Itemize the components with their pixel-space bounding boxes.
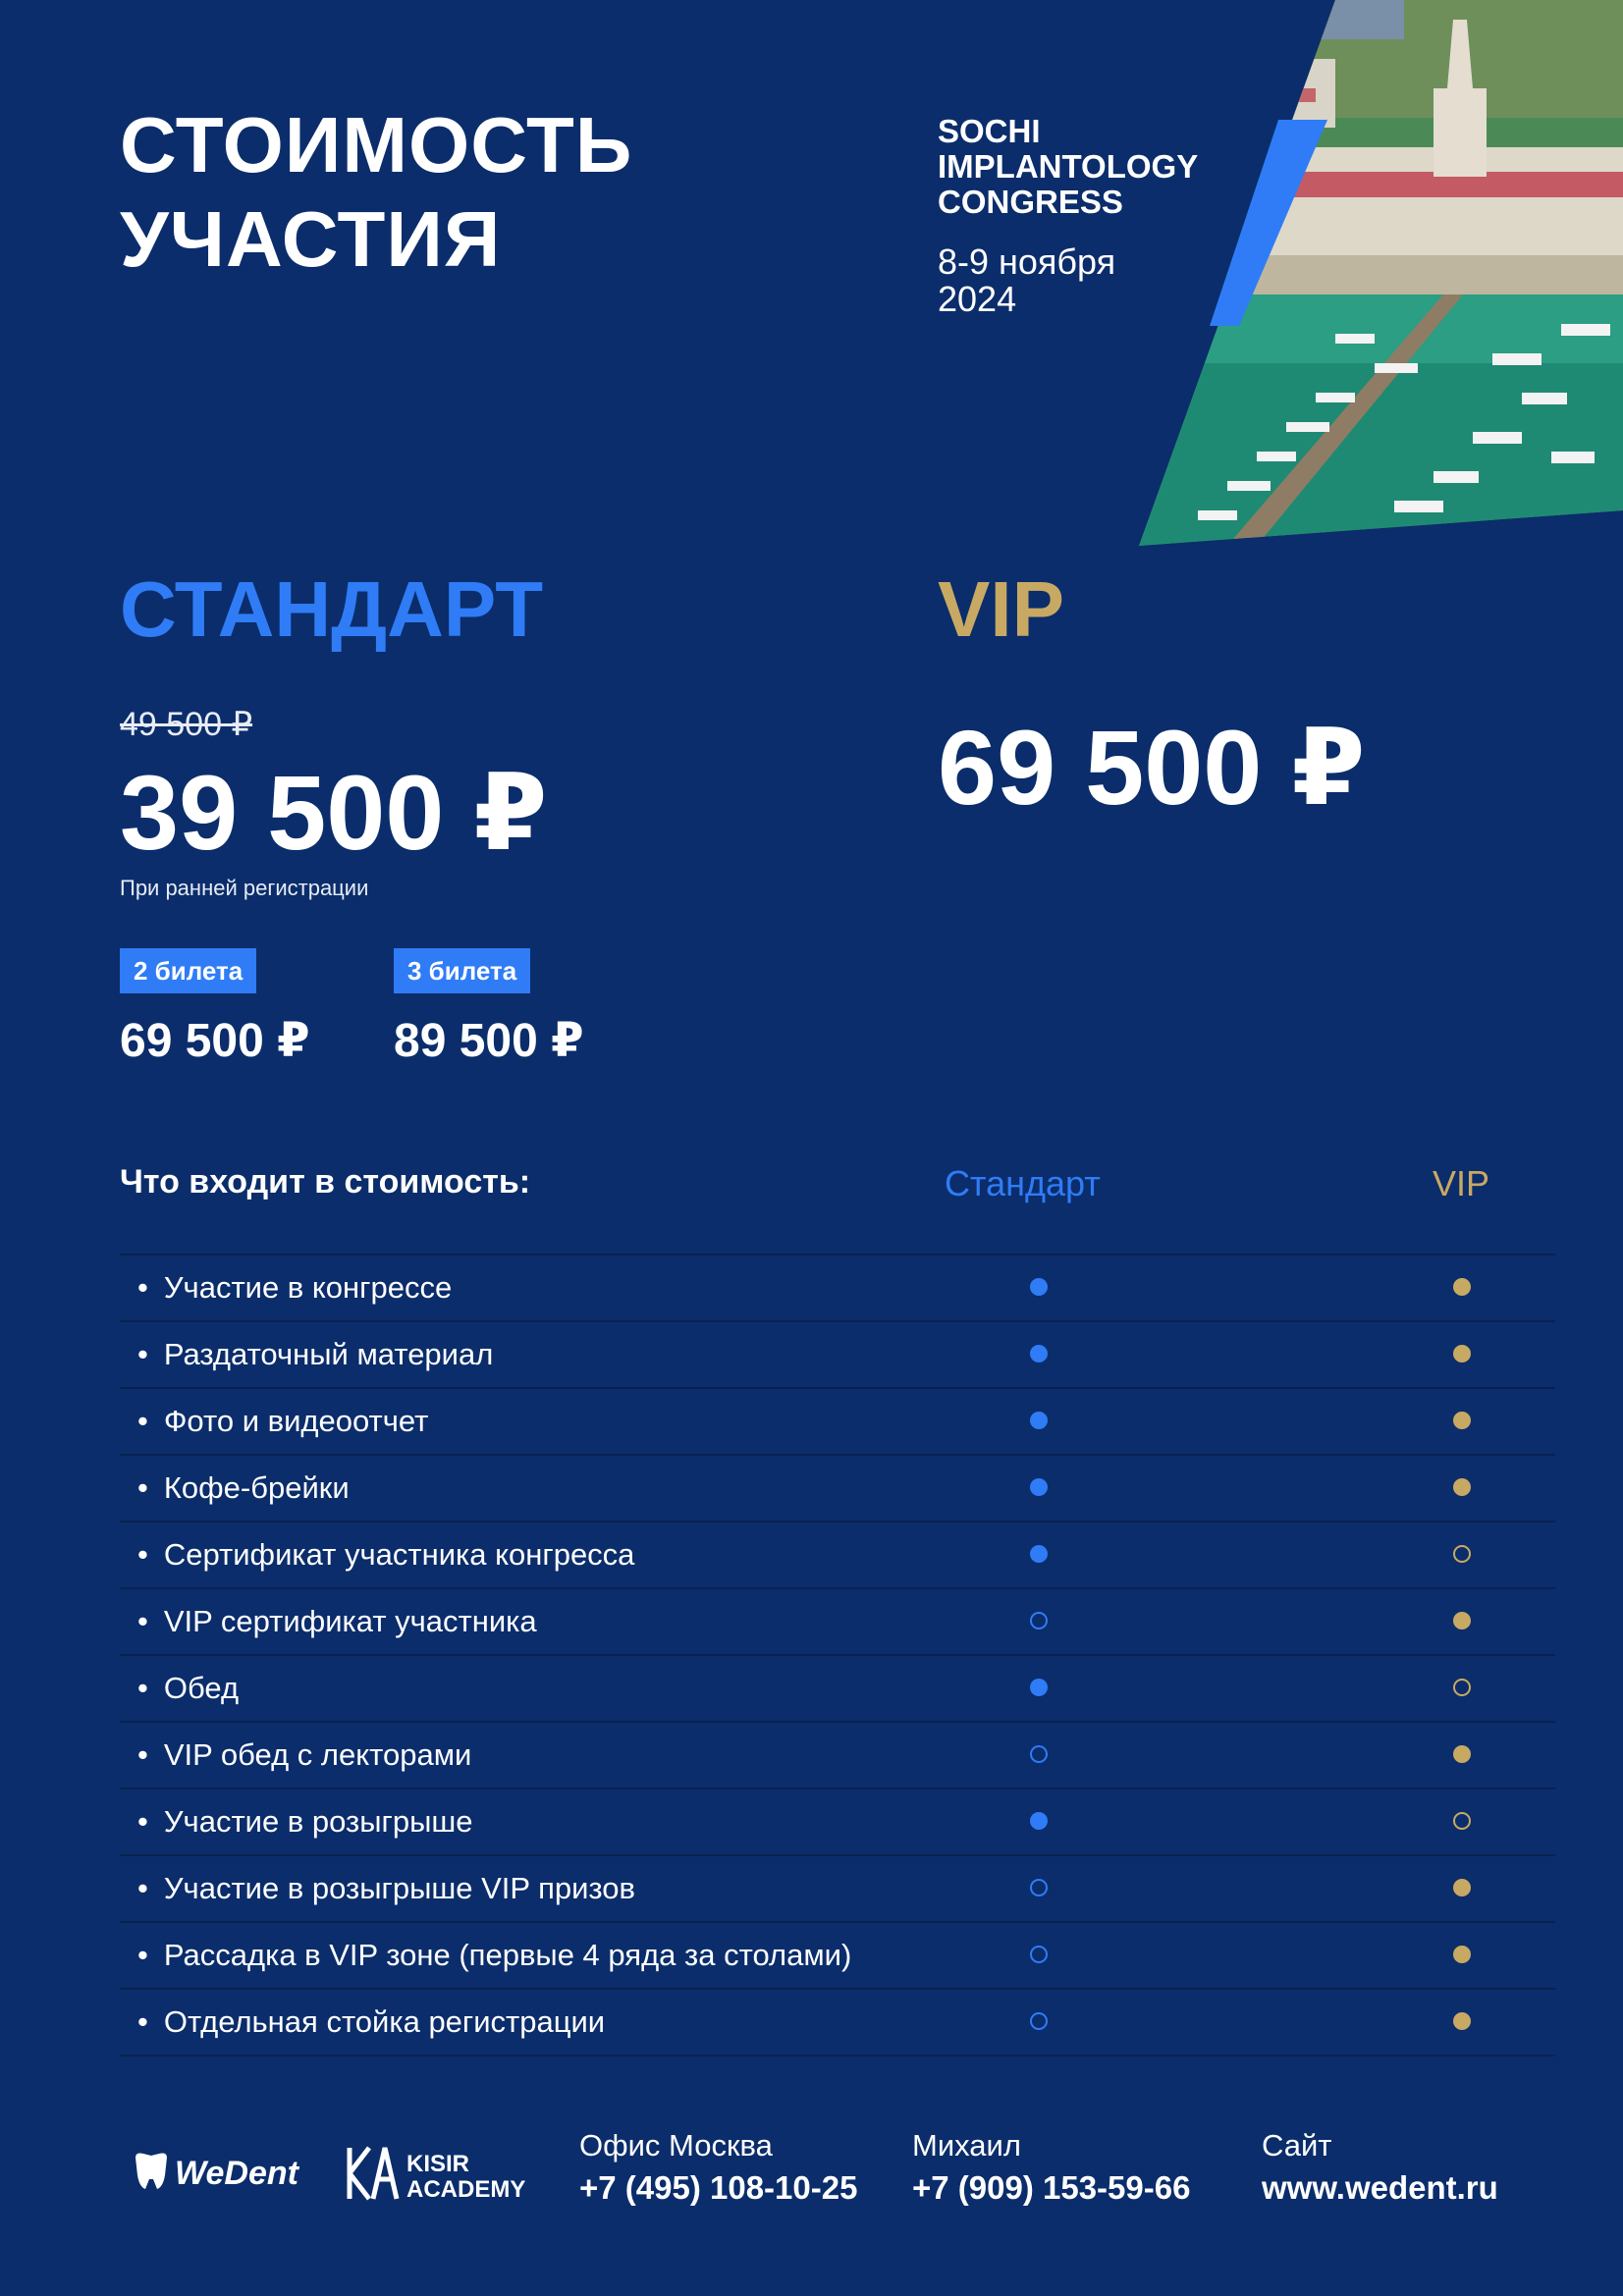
contact-label: Офис Москва <box>579 2128 773 2163</box>
contact-label: Михаил <box>912 2128 1021 2163</box>
congress-name-line3: CONGRESS <box>938 184 1123 220</box>
standard-not-included-circle-icon <box>1030 1745 1048 1763</box>
standard-included-dot-icon <box>1030 1412 1048 1429</box>
hero-photo <box>1139 0 1623 546</box>
wedent-logo <box>132 2150 328 2210</box>
vip-tier-title: VIP <box>938 565 1064 653</box>
feature-label: • VIP сертификат участника <box>137 1603 537 1640</box>
congress-name-line1: SOCHI <box>938 113 1041 149</box>
package-3-tickets-badge: 3 билета <box>394 948 530 993</box>
feature-label: • Раздаточный материал <box>137 1336 493 1373</box>
standard-price: 39 500 ₽ <box>120 753 548 872</box>
vip-not-included-circle-icon <box>1453 1545 1471 1563</box>
standard-not-included-circle-icon <box>1030 1946 1048 1963</box>
vip-included-dot-icon <box>1453 1345 1471 1362</box>
contact-moscow-office <box>579 2128 857 2207</box>
feature-row <box>120 1456 1555 1522</box>
page-title-line2: УЧАСТИЯ <box>120 195 502 283</box>
vip-included-dot-icon <box>1453 1478 1471 1496</box>
standard-included-dot-icon <box>1030 1278 1048 1296</box>
feature-row <box>120 1990 1555 2056</box>
features-table <box>120 1254 1555 2056</box>
vip-not-included-circle-icon <box>1453 1812 1471 1830</box>
feature-label: • Сертификат участника конгресса <box>137 1536 634 1574</box>
vip-price: 69 500 ₽ <box>938 708 1366 827</box>
vip-included-dot-icon <box>1453 1278 1471 1296</box>
feature-label: • Участие в розыгрыше VIP призов <box>137 1870 635 1907</box>
dates-line1: 8-9 ноября <box>938 241 1116 282</box>
features-heading: Что входит в стоимость: <box>120 1163 531 1201</box>
standard-included-dot-icon <box>1030 1545 1048 1563</box>
phone-link[interactable]: +7 (909) 153-59-66 <box>912 2169 1191 2206</box>
kisir-emblem-icon <box>350 2148 397 2199</box>
website-link[interactable]: www.wedent.ru <box>1262 2169 1498 2206</box>
contact-label: Сайт <box>1262 2128 1332 2163</box>
congress-dates <box>938 243 1115 318</box>
standard-old-price: 49 500 ₽ <box>120 706 253 743</box>
feature-label: • Обед <box>137 1670 239 1707</box>
feature-label: • VIP обед с лекторами <box>137 1736 471 1774</box>
vip-not-included-circle-icon <box>1453 1679 1471 1696</box>
vip-included-dot-icon <box>1453 1612 1471 1629</box>
standard-included-dot-icon <box>1030 1679 1048 1696</box>
feature-label: • Кофе-брейки <box>137 1469 350 1507</box>
phone-link[interactable]: +7 (495) 108-10-25 <box>579 2169 858 2206</box>
column-header-standard: Стандарт <box>945 1163 1101 1203</box>
contact-mikhail <box>912 2128 1190 2207</box>
feature-label: • Фото и видеоотчет <box>137 1403 428 1440</box>
feature-row <box>120 1522 1555 1589</box>
congress-name <box>938 114 1198 220</box>
column-header-vip: VIP <box>1433 1163 1490 1203</box>
feature-label: • Отдельная стойка регистрации <box>137 2003 605 2041</box>
vip-included-dot-icon <box>1453 1946 1471 1963</box>
standard-included-dot-icon <box>1030 1345 1048 1362</box>
vip-included-dot-icon <box>1453 2012 1471 2030</box>
package-2-tickets-price: 69 500 ₽ <box>120 1015 310 1067</box>
kisir-academy-logo <box>344 2142 530 2210</box>
feature-row <box>120 1389 1555 1456</box>
feature-label: • Рассадка в VIP зоне (первые 4 ряда за столами) <box>137 1937 851 1974</box>
feature-row <box>120 1322 1555 1389</box>
package-3-tickets-price: 89 500 ₽ <box>394 1015 584 1067</box>
standard-tier-title: СТАНДАРТ <box>120 565 544 653</box>
feature-row <box>120 1255 1555 1322</box>
feature-row <box>120 1723 1555 1789</box>
feature-label: • Участие в розыгрыше <box>137 1803 472 1841</box>
feature-row <box>120 1923 1555 1990</box>
dates-line2: 2024 <box>938 279 1017 319</box>
standard-not-included-circle-icon <box>1030 1612 1048 1629</box>
feature-row <box>120 1589 1555 1656</box>
page-title-line1: СТОИМОСТЬ <box>120 101 633 188</box>
contact-website <box>1262 2128 1498 2207</box>
tooth-icon <box>135 2154 167 2190</box>
page-title <box>120 98 632 287</box>
feature-row <box>120 1656 1555 1723</box>
standard-included-dot-icon <box>1030 1812 1048 1830</box>
kisir-logo-line1: KISIR <box>406 2151 470 2177</box>
standard-included-dot-icon <box>1030 1478 1048 1496</box>
kisir-logo-line2: ACADEMY <box>406 2176 526 2203</box>
feature-label: • Участие в конгрессе <box>137 1269 452 1307</box>
package-2-tickets-badge: 2 билета <box>120 948 256 993</box>
congress-name-line2: IMPLANTOLOGY <box>938 148 1199 185</box>
feature-row <box>120 1856 1555 1923</box>
standard-not-included-circle-icon <box>1030 1879 1048 1896</box>
vip-included-dot-icon <box>1453 1745 1471 1763</box>
vip-included-dot-icon <box>1453 1879 1471 1896</box>
feature-row <box>120 1789 1555 1856</box>
vip-included-dot-icon <box>1453 1412 1471 1429</box>
standard-not-included-circle-icon <box>1030 2012 1048 2030</box>
early-registration-note: При ранней регистрации <box>120 876 369 900</box>
wedent-logo-text: WeDent <box>175 2155 298 2192</box>
